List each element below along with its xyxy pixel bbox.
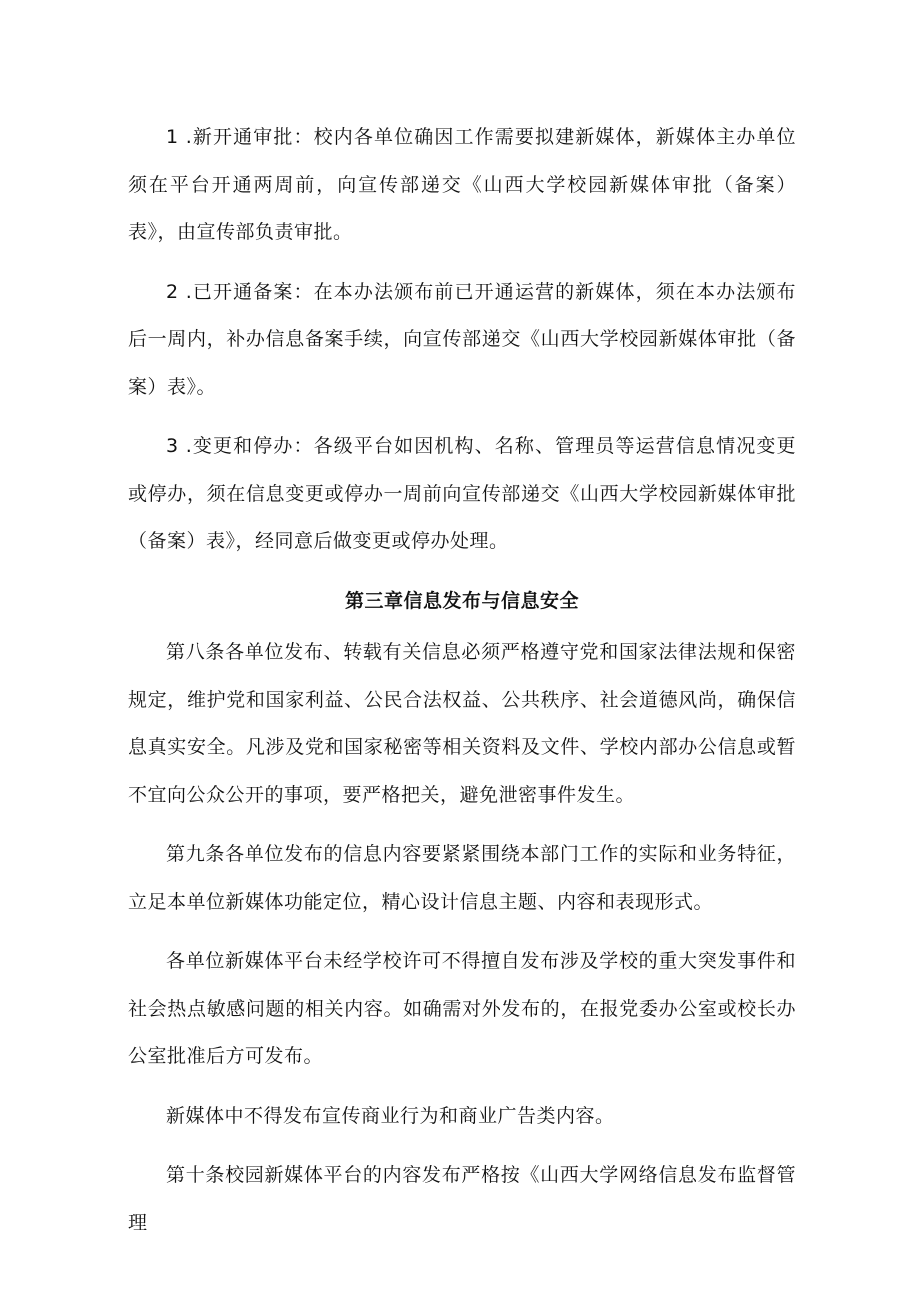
paragraph-existing-record: 2 .已开通备案：在本办法颁布前已开通运营的新媒体，须在本办法颁布后一周内，补办信息备案手续，向宣传部递交《山西大学校园新媒体审批（备案）表》。 <box>128 280 796 398</box>
paragraph-emergency-release: 各单位新媒体平台未经学校许可不得擅自发布涉及学校的重大突发事件和社会热点敏感问题的相关内容。如确需对外发布的，在报党委办公室或校长办公室批准后方可发布。 <box>128 950 796 1067</box>
paragraph-article-9: 第九条各单位发布的信息内容要紧紧围绕本部门工作的实际和业务特征，立足本单位新媒体功能定位，精心设计信息主题、内容和表现形式。 <box>128 843 796 913</box>
paragraph-article-8: 第八条各单位发布、转载有关信息必须严格遵守党和国家法律法规和保密规定，维护党和国家利益、公民合法权益、公共秩序、社会道德风尚，确保信息真实安全。凡涉及党和国家秘密等相关资料及文件、学校内部办公信息或暂不宜向公众公开的事项，要严格把关，避免泄密事件发生。 <box>128 641 796 806</box>
document-body <box>128 114 796 1259</box>
paragraph-article-10: 第十条校园新媒体平台的内容发布严格按《山西大学网络信息发布监督管理 <box>128 1164 796 1234</box>
paragraph-change-or-close: 3 .变更和停办：各级平台如因机构、名称、管理员等运营信息情况变更或停办，须在信息变更或停办一周前向宣传部递交《山西大学校园新媒体审批（备案）表》，经同意后做变更或停办处理。 <box>128 435 796 552</box>
paragraph-new-approval: 1 .新开通审批：校内各单位确因工作需要拟建新媒体，新媒体主办单位须在平台开通两周前，向宣传部递交《山西大学校园新媒体审批（备案）表》，由宣传部负责审批。 <box>128 126 796 243</box>
chapter-heading: 第三章信息发布与信息安全 <box>344 589 579 612</box>
paragraph-no-commercial: 新媒体中不得发布宣传商业行为和商业广告类内容。 <box>166 1104 615 1127</box>
